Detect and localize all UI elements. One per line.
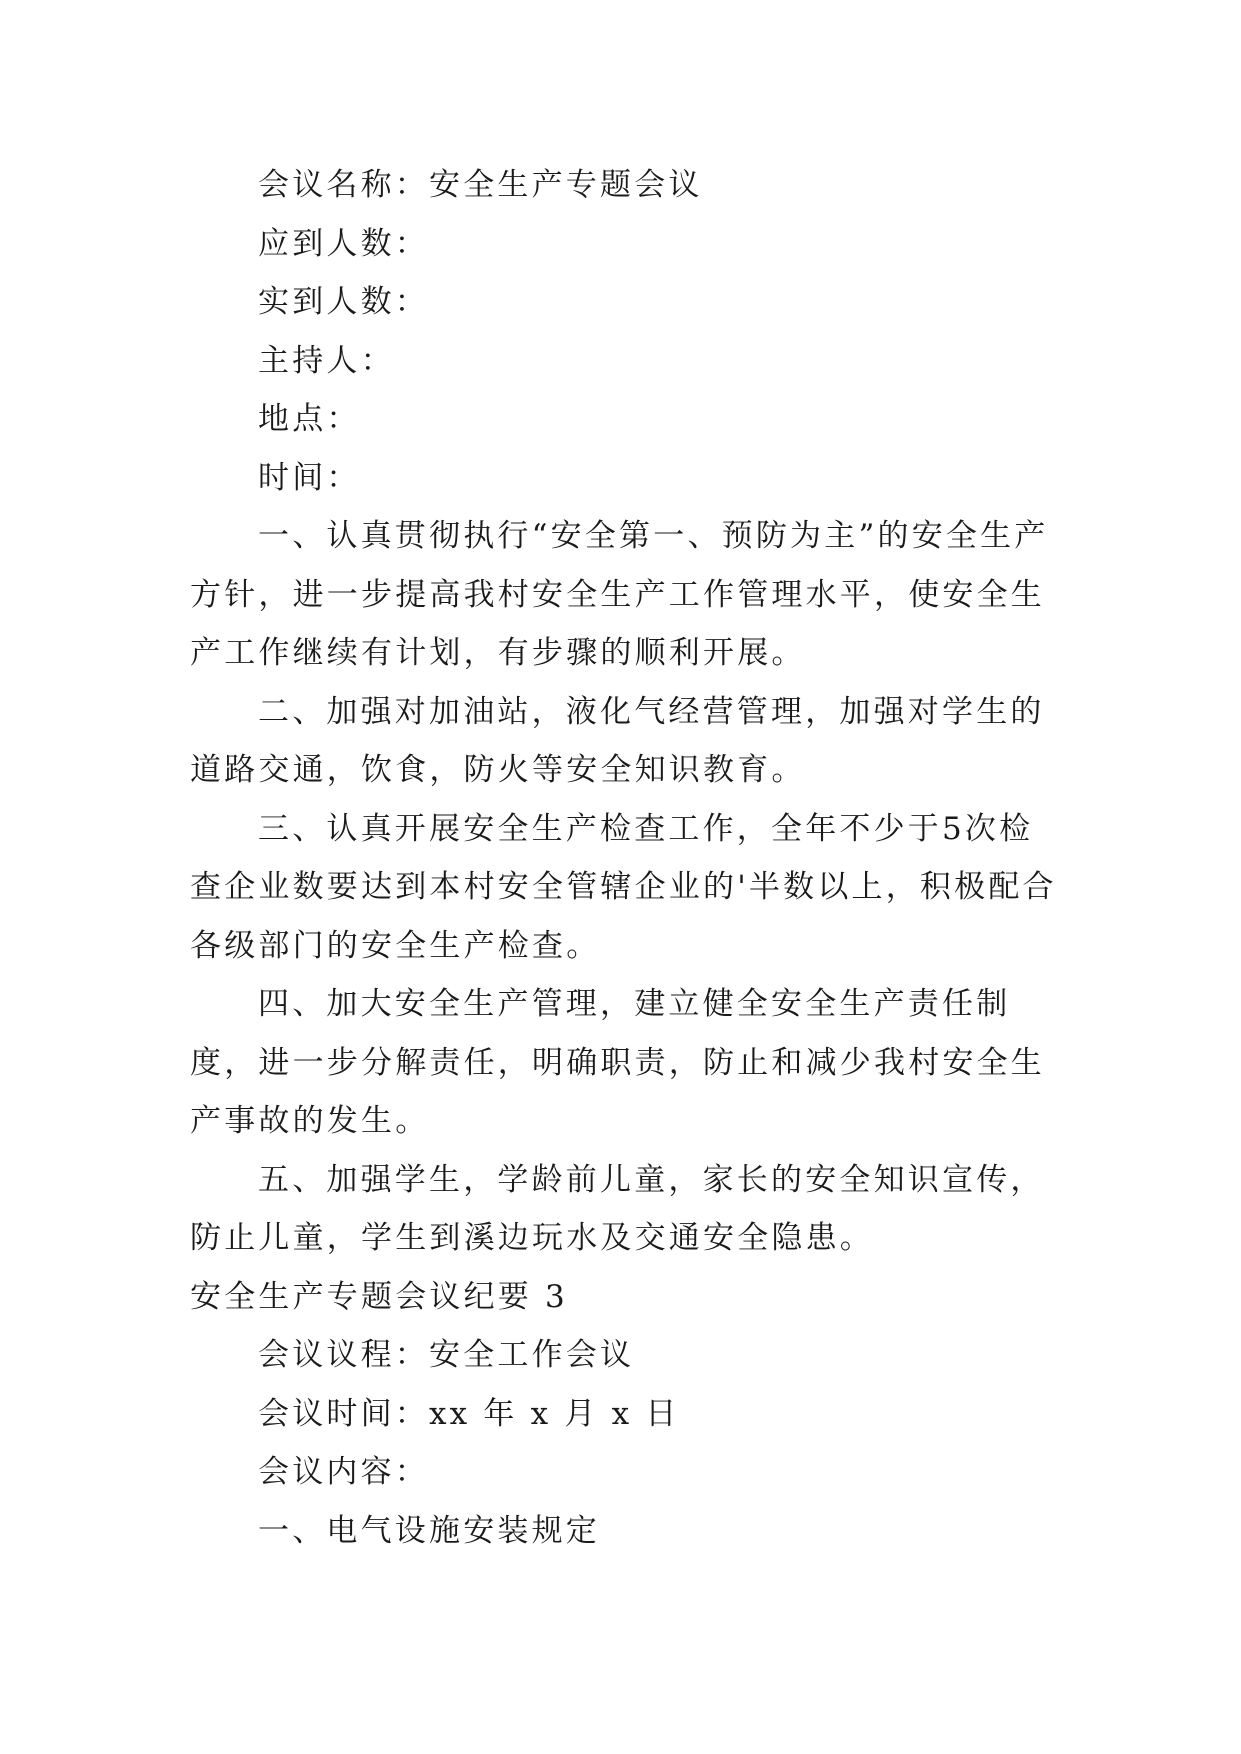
document-body: [190, 156, 1060, 1560]
section-time: 会议时间：xx 年 x 月 x 日: [258, 1395, 680, 1432]
item-5: 五、加强学生，学龄前儿童，家长的安全知识宣传，防止儿童，学生到溪边玩水及交通安全隐患。: [190, 1161, 1045, 1256]
item-4: 四、加大安全生产管理，建立健全安全生产责任制度，进一步分解责任，明确职责，防止和减少我村安全生产事故的发生。: [190, 986, 1045, 1139]
item-2: 二、加强对加油站，液化气经营管理，加强对学生的道路交通，饮食，防火等安全知识教育。: [190, 693, 1045, 788]
expected-attendees: 应到人数：: [258, 225, 429, 262]
section-title: 安全生产专题会议纪要 3: [190, 1278, 568, 1315]
location: 地点：: [258, 401, 361, 437]
section-agenda: 会议议程：安全工作会议: [258, 1337, 635, 1373]
meeting-time: 时间：: [258, 459, 361, 496]
item-3: 三、认真开展安全生产检查工作，全年不少于5次检查企业数要达到本村安全管辖企业的'半数以上，积极配合各级部门的安全生产检查。: [190, 810, 1057, 964]
host: 主持人：: [258, 342, 395, 379]
item-1: 一、认真贯彻执行“安全第一、预防为主”的安全生产方针，进一步提高我村安全生产工作管理水平，使安全生产工作继续有计划，有步骤的顺利开展。: [190, 518, 1049, 671]
section-item-1: 一、电气设施安装规定: [258, 1512, 600, 1549]
section-content: 会议内容：: [258, 1454, 429, 1490]
actual-attendees: 实到人数：: [258, 284, 429, 320]
meeting-name: 会议名称：安全生产专题会议: [258, 167, 703, 203]
